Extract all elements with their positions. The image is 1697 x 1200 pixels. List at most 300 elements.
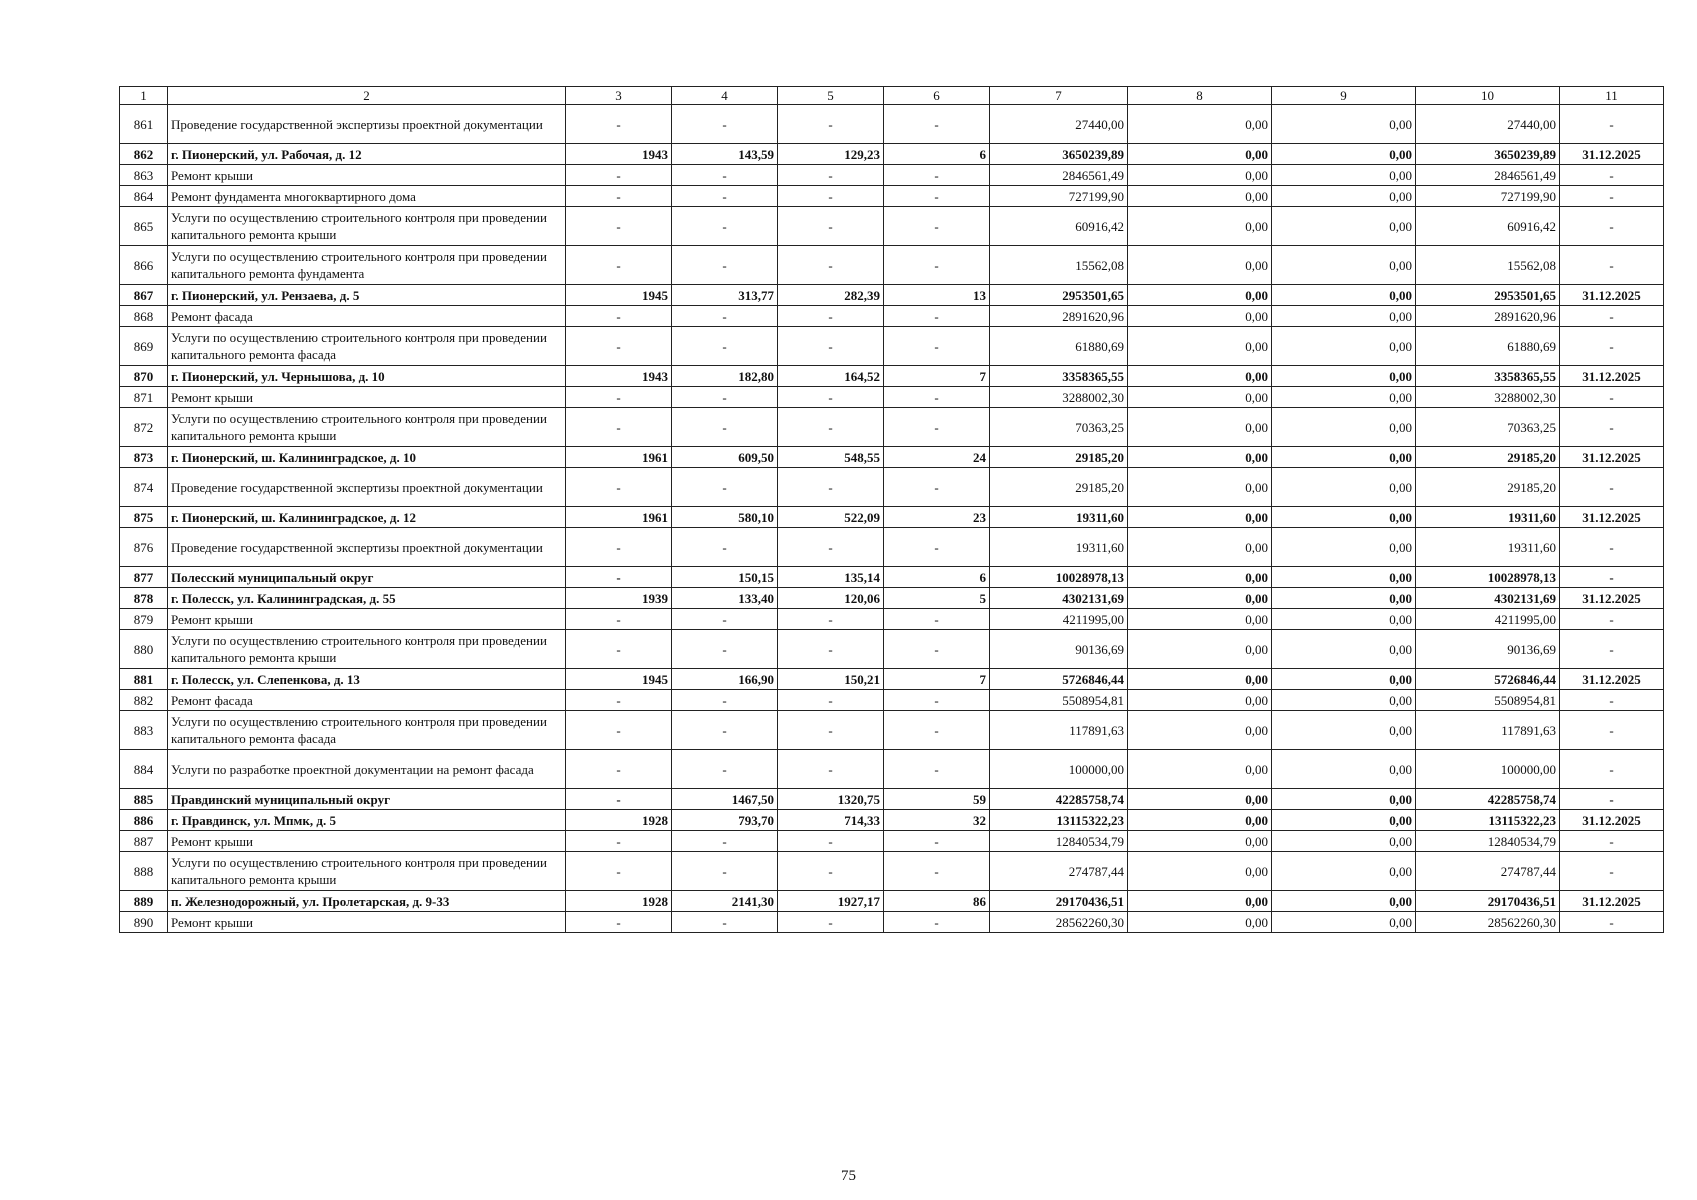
living-area-cell: - xyxy=(778,306,884,327)
row-name-cell: Ремонт фасада xyxy=(168,306,566,327)
fund-cost-cell: 0,00 xyxy=(1128,891,1272,912)
completion-date-cell: - xyxy=(1560,306,1664,327)
row-name-cell: Ремонт крыши xyxy=(168,609,566,630)
table-row xyxy=(120,105,1664,144)
total-cost-cell: 12840534,79 xyxy=(990,831,1128,852)
total-cost-cell: 4211995,00 xyxy=(990,609,1128,630)
fund-cost-cell: 0,00 xyxy=(1128,711,1272,750)
living-area-cell: - xyxy=(778,408,884,447)
total-cost-cell: 5508954,81 xyxy=(990,690,1128,711)
total-cost-cell: 29185,20 xyxy=(990,468,1128,507)
owners-cost-cell: 61880,69 xyxy=(1416,327,1560,366)
row-name-cell: Услуги по осуществлению строительного контроля при проведении капитального ремонта крыши xyxy=(168,207,566,246)
completion-date-cell: 31.12.2025 xyxy=(1560,366,1664,387)
table-row xyxy=(120,711,1664,750)
row-name-cell: Ремонт крыши xyxy=(168,912,566,933)
row-number-cell: 869 xyxy=(120,327,168,366)
row-number-cell: 879 xyxy=(120,609,168,630)
year-built-cell: - xyxy=(566,690,672,711)
residents-cell: - xyxy=(884,387,990,408)
owners-cost-cell: 29170436,51 xyxy=(1416,891,1560,912)
year-built-cell: - xyxy=(566,567,672,588)
fund-cost-cell: 0,00 xyxy=(1128,831,1272,852)
completion-date-cell: - xyxy=(1560,609,1664,630)
residents-cell: - xyxy=(884,468,990,507)
table-row xyxy=(120,165,1664,186)
fund-cost-cell: 0,00 xyxy=(1128,912,1272,933)
table-row xyxy=(120,789,1664,810)
row-number-cell: 868 xyxy=(120,306,168,327)
fund-cost-cell: 0,00 xyxy=(1128,447,1272,468)
fund-cost-cell: 0,00 xyxy=(1128,327,1272,366)
residents-cell: 7 xyxy=(884,669,990,690)
fund-cost-cell: 0,00 xyxy=(1128,528,1272,567)
residents-cell: - xyxy=(884,207,990,246)
total-area-cell: - xyxy=(672,468,778,507)
owners-cost-cell: 10028978,13 xyxy=(1416,567,1560,588)
table-row xyxy=(120,852,1664,891)
owners-cost-cell: 100000,00 xyxy=(1416,750,1560,789)
living-area-cell: - xyxy=(778,246,884,285)
row-number-cell: 875 xyxy=(120,507,168,528)
residents-cell: - xyxy=(884,852,990,891)
residents-cell: - xyxy=(884,912,990,933)
column-number-cell: 7 xyxy=(990,87,1128,105)
table-row xyxy=(120,690,1664,711)
owners-cost-cell: 5508954,81 xyxy=(1416,690,1560,711)
residents-cell: - xyxy=(884,186,990,207)
total-area-cell: - xyxy=(672,246,778,285)
table-row xyxy=(120,408,1664,447)
total-area-cell: 793,70 xyxy=(672,810,778,831)
residents-cell: 59 xyxy=(884,789,990,810)
living-area-cell: - xyxy=(778,852,884,891)
total-area-cell: 2141,30 xyxy=(672,891,778,912)
total-cost-cell: 70363,25 xyxy=(990,408,1128,447)
fund-cost-cell: 0,00 xyxy=(1128,588,1272,609)
living-area-cell: - xyxy=(778,690,884,711)
owners-cost-cell: 2953501,65 xyxy=(1416,285,1560,306)
living-area-cell: 282,39 xyxy=(778,285,884,306)
row-number-cell: 878 xyxy=(120,588,168,609)
column-number-cell: 8 xyxy=(1128,87,1272,105)
total-area-cell: - xyxy=(672,630,778,669)
residents-cell: - xyxy=(884,528,990,567)
table-row xyxy=(120,468,1664,507)
row-name-cell: Услуги по осуществлению строительного контроля при проведении капитального ремонта фундамента xyxy=(168,246,566,285)
living-area-cell: - xyxy=(778,327,884,366)
row-number-cell: 887 xyxy=(120,831,168,852)
total-cost-cell: 15562,08 xyxy=(990,246,1128,285)
table-row xyxy=(120,246,1664,285)
table-row xyxy=(120,750,1664,789)
total-area-cell: 143,59 xyxy=(672,144,778,165)
total-cost-cell: 4302131,69 xyxy=(990,588,1128,609)
living-area-cell: - xyxy=(778,165,884,186)
table-row xyxy=(120,207,1664,246)
living-area-cell: 714,33 xyxy=(778,810,884,831)
row-name-cell: Проведение государственной экспертизы проектной документации xyxy=(168,105,566,144)
total-area-cell: - xyxy=(672,609,778,630)
table-row xyxy=(120,528,1664,567)
residents-cell: - xyxy=(884,630,990,669)
budget-cost-cell: 0,00 xyxy=(1272,387,1416,408)
row-number-cell: 881 xyxy=(120,669,168,690)
row-name-cell: Полесский муниципальный округ xyxy=(168,567,566,588)
year-built-cell: - xyxy=(566,105,672,144)
fund-cost-cell: 0,00 xyxy=(1128,789,1272,810)
year-built-cell: - xyxy=(566,186,672,207)
row-number-cell: 871 xyxy=(120,387,168,408)
fund-cost-cell: 0,00 xyxy=(1128,810,1272,831)
fund-cost-cell: 0,00 xyxy=(1128,285,1272,306)
fund-cost-cell: 0,00 xyxy=(1128,246,1272,285)
completion-date-cell: - xyxy=(1560,852,1664,891)
row-number-cell: 870 xyxy=(120,366,168,387)
total-area-cell: 133,40 xyxy=(672,588,778,609)
row-name-cell: Ремонт крыши xyxy=(168,387,566,408)
completion-date-cell: - xyxy=(1560,327,1664,366)
total-area-cell: - xyxy=(672,852,778,891)
budget-cost-cell: 0,00 xyxy=(1272,810,1416,831)
completion-date-cell: - xyxy=(1560,831,1664,852)
total-cost-cell: 5726846,44 xyxy=(990,669,1128,690)
column-number-cell: 11 xyxy=(1560,87,1664,105)
living-area-cell: - xyxy=(778,468,884,507)
budget-cost-cell: 0,00 xyxy=(1272,468,1416,507)
total-area-cell: - xyxy=(672,207,778,246)
residents-cell: - xyxy=(884,105,990,144)
owners-cost-cell: 3288002,30 xyxy=(1416,387,1560,408)
fund-cost-cell: 0,00 xyxy=(1128,165,1272,186)
table-row xyxy=(120,306,1664,327)
living-area-cell: - xyxy=(778,912,884,933)
residents-cell: - xyxy=(884,306,990,327)
row-number-cell: 877 xyxy=(120,567,168,588)
year-built-cell: - xyxy=(566,750,672,789)
row-number-cell: 863 xyxy=(120,165,168,186)
year-built-cell: 1928 xyxy=(566,810,672,831)
row-name-cell: г. Пионерский, ул. Рензаева, д. 5 xyxy=(168,285,566,306)
total-cost-cell: 100000,00 xyxy=(990,750,1128,789)
residents-cell: 24 xyxy=(884,447,990,468)
completion-date-cell: 31.12.2025 xyxy=(1560,669,1664,690)
budget-cost-cell: 0,00 xyxy=(1272,588,1416,609)
owners-cost-cell: 70363,25 xyxy=(1416,408,1560,447)
row-number-cell: 883 xyxy=(120,711,168,750)
living-area-cell: - xyxy=(778,387,884,408)
budget-cost-cell: 0,00 xyxy=(1272,285,1416,306)
row-number-cell: 890 xyxy=(120,912,168,933)
total-area-cell: 580,10 xyxy=(672,507,778,528)
completion-date-cell: 31.12.2025 xyxy=(1560,810,1664,831)
living-area-cell: - xyxy=(778,105,884,144)
table-row xyxy=(120,891,1664,912)
column-number-cell: 5 xyxy=(778,87,884,105)
fund-cost-cell: 0,00 xyxy=(1128,387,1272,408)
table-row xyxy=(120,366,1664,387)
row-number-cell: 861 xyxy=(120,105,168,144)
completion-date-cell: 31.12.2025 xyxy=(1560,285,1664,306)
residents-cell: 6 xyxy=(884,567,990,588)
total-cost-cell: 274787,44 xyxy=(990,852,1128,891)
total-cost-cell: 2891620,96 xyxy=(990,306,1128,327)
row-name-cell: г. Пионерский, ул. Чернышова, д. 10 xyxy=(168,366,566,387)
total-cost-cell: 29185,20 xyxy=(990,447,1128,468)
completion-date-cell: - xyxy=(1560,528,1664,567)
completion-date-cell: 31.12.2025 xyxy=(1560,507,1664,528)
row-name-cell: г. Пионерский, ш. Калининградское, д. 10 xyxy=(168,447,566,468)
fund-cost-cell: 0,00 xyxy=(1128,567,1272,588)
living-area-cell: - xyxy=(778,207,884,246)
budget-cost-cell: 0,00 xyxy=(1272,669,1416,690)
fund-cost-cell: 0,00 xyxy=(1128,750,1272,789)
total-area-cell: - xyxy=(672,105,778,144)
total-area-cell: - xyxy=(672,408,778,447)
completion-date-cell: - xyxy=(1560,912,1664,933)
table-row xyxy=(120,327,1664,366)
owners-cost-cell: 5726846,44 xyxy=(1416,669,1560,690)
total-area-cell: 1467,50 xyxy=(672,789,778,810)
budget-cost-cell: 0,00 xyxy=(1272,690,1416,711)
row-name-cell: Проведение государственной экспертизы проектной документации xyxy=(168,468,566,507)
budget-cost-cell: 0,00 xyxy=(1272,711,1416,750)
row-name-cell: Правдинский муниципальный округ xyxy=(168,789,566,810)
living-area-cell: - xyxy=(778,831,884,852)
residents-cell: - xyxy=(884,246,990,285)
year-built-cell: 1961 xyxy=(566,507,672,528)
total-area-cell: 166,90 xyxy=(672,669,778,690)
row-name-cell: Ремонт крыши xyxy=(168,165,566,186)
year-built-cell: - xyxy=(566,852,672,891)
year-built-cell: - xyxy=(566,165,672,186)
completion-date-cell: 31.12.2025 xyxy=(1560,891,1664,912)
budget-cost-cell: 0,00 xyxy=(1272,408,1416,447)
residents-cell: 6 xyxy=(884,144,990,165)
budget-cost-cell: 0,00 xyxy=(1272,144,1416,165)
residents-cell: - xyxy=(884,690,990,711)
row-name-cell: Услуги по осуществлению строительного контроля при проведении капитального ремонта крыши xyxy=(168,852,566,891)
living-area-cell: 150,21 xyxy=(778,669,884,690)
table-row xyxy=(120,609,1664,630)
budget-cost-cell: 0,00 xyxy=(1272,912,1416,933)
table-row xyxy=(120,810,1664,831)
table-row xyxy=(120,912,1664,933)
row-name-cell: Проведение государственной экспертизы проектной документации xyxy=(168,528,566,567)
row-number-cell: 880 xyxy=(120,630,168,669)
living-area-cell: - xyxy=(778,528,884,567)
total-cost-cell: 3288002,30 xyxy=(990,387,1128,408)
year-built-cell: 1928 xyxy=(566,891,672,912)
completion-date-cell: - xyxy=(1560,567,1664,588)
total-area-cell: 313,77 xyxy=(672,285,778,306)
total-area-cell: - xyxy=(672,690,778,711)
budget-cost-cell: 0,00 xyxy=(1272,105,1416,144)
budget-cost-cell: 0,00 xyxy=(1272,186,1416,207)
fund-cost-cell: 0,00 xyxy=(1128,186,1272,207)
budget-cost-cell: 0,00 xyxy=(1272,306,1416,327)
total-area-cell: - xyxy=(672,711,778,750)
budget-cost-cell: 0,00 xyxy=(1272,831,1416,852)
fund-cost-cell: 0,00 xyxy=(1128,144,1272,165)
row-number-cell: 865 xyxy=(120,207,168,246)
living-area-cell: - xyxy=(778,630,884,669)
fund-cost-cell: 0,00 xyxy=(1128,306,1272,327)
owners-cost-cell: 90136,69 xyxy=(1416,630,1560,669)
budget-cost-cell: 0,00 xyxy=(1272,207,1416,246)
completion-date-cell: - xyxy=(1560,246,1664,285)
row-name-cell: г. Пионерский, ш. Калининградское, д. 12 xyxy=(168,507,566,528)
row-name-cell: г. Полесск, ул. Слепенкова, д. 13 xyxy=(168,669,566,690)
total-area-cell: - xyxy=(672,528,778,567)
total-area-cell: - xyxy=(672,750,778,789)
total-cost-cell: 2846561,49 xyxy=(990,165,1128,186)
total-cost-cell: 42285758,74 xyxy=(990,789,1128,810)
year-built-cell: 1961 xyxy=(566,447,672,468)
total-cost-cell: 10028978,13 xyxy=(990,567,1128,588)
total-cost-cell: 13115322,23 xyxy=(990,810,1128,831)
total-area-cell: - xyxy=(672,912,778,933)
living-area-cell: 548,55 xyxy=(778,447,884,468)
total-area-cell: 150,15 xyxy=(672,567,778,588)
completion-date-cell: - xyxy=(1560,630,1664,669)
row-name-cell: Услуги по осуществлению строительного контроля при проведении капитального ремонта фасада xyxy=(168,711,566,750)
completion-date-cell: 31.12.2025 xyxy=(1560,447,1664,468)
total-cost-cell: 61880,69 xyxy=(990,327,1128,366)
table-row xyxy=(120,588,1664,609)
row-name-cell: Услуги по разработке проектной документации на ремонт фасада xyxy=(168,750,566,789)
total-cost-cell: 27440,00 xyxy=(990,105,1128,144)
owners-cost-cell: 727199,90 xyxy=(1416,186,1560,207)
year-built-cell: 1943 xyxy=(566,366,672,387)
completion-date-cell: - xyxy=(1560,207,1664,246)
table-row xyxy=(120,186,1664,207)
row-name-cell: Услуги по осуществлению строительного контроля при проведении капитального ремонта фасада xyxy=(168,327,566,366)
year-built-cell: - xyxy=(566,789,672,810)
row-number-cell: 866 xyxy=(120,246,168,285)
year-built-cell: - xyxy=(566,306,672,327)
year-built-cell: - xyxy=(566,630,672,669)
budget-cost-cell: 0,00 xyxy=(1272,447,1416,468)
fund-cost-cell: 0,00 xyxy=(1128,366,1272,387)
completion-date-cell: 31.12.2025 xyxy=(1560,144,1664,165)
fund-cost-cell: 0,00 xyxy=(1128,408,1272,447)
column-number-cell: 3 xyxy=(566,87,672,105)
owners-cost-cell: 12840534,79 xyxy=(1416,831,1560,852)
table-row xyxy=(120,507,1664,528)
budget-cost-cell: 0,00 xyxy=(1272,789,1416,810)
completion-date-cell: - xyxy=(1560,468,1664,507)
owners-cost-cell: 29185,20 xyxy=(1416,468,1560,507)
year-built-cell: - xyxy=(566,468,672,507)
residents-cell: 5 xyxy=(884,588,990,609)
total-area-cell: 182,80 xyxy=(672,366,778,387)
table-row xyxy=(120,831,1664,852)
residents-cell: - xyxy=(884,609,990,630)
row-name-cell: Ремонт фундамента многоквартирного дома xyxy=(168,186,566,207)
completion-date-cell: - xyxy=(1560,165,1664,186)
table-row xyxy=(120,447,1664,468)
completion-date-cell: - xyxy=(1560,186,1664,207)
page-number: 75 xyxy=(841,1168,856,1184)
year-built-cell: - xyxy=(566,387,672,408)
living-area-cell: 1927,17 xyxy=(778,891,884,912)
year-built-cell: 1943 xyxy=(566,144,672,165)
completion-date-cell: - xyxy=(1560,750,1664,789)
living-area-cell: - xyxy=(778,609,884,630)
row-name-cell: п. Железнодорожный, ул. Пролетарская, д. 9-33 xyxy=(168,891,566,912)
residents-cell: - xyxy=(884,831,990,852)
total-area-cell: - xyxy=(672,387,778,408)
budget-cost-cell: 0,00 xyxy=(1272,327,1416,366)
column-number-cell: 2 xyxy=(168,87,566,105)
year-built-cell: - xyxy=(566,408,672,447)
budget-cost-cell: 0,00 xyxy=(1272,507,1416,528)
table-row xyxy=(120,387,1664,408)
row-number-cell: 874 xyxy=(120,468,168,507)
total-cost-cell: 2953501,65 xyxy=(990,285,1128,306)
completion-date-cell: - xyxy=(1560,690,1664,711)
column-number-cell: 9 xyxy=(1272,87,1416,105)
residents-cell: - xyxy=(884,327,990,366)
budget-cost-cell: 0,00 xyxy=(1272,630,1416,669)
total-area-cell: - xyxy=(672,186,778,207)
owners-cost-cell: 60916,42 xyxy=(1416,207,1560,246)
row-number-cell: 882 xyxy=(120,690,168,711)
owners-cost-cell: 117891,63 xyxy=(1416,711,1560,750)
row-name-cell: Услуги по осуществлению строительного контроля при проведении капитального ремонта крыши xyxy=(168,408,566,447)
residents-cell: - xyxy=(884,408,990,447)
row-number-cell: 889 xyxy=(120,891,168,912)
living-area-cell: 120,06 xyxy=(778,588,884,609)
budget-cost-cell: 0,00 xyxy=(1272,528,1416,567)
completion-date-cell: - xyxy=(1560,789,1664,810)
residents-cell: 13 xyxy=(884,285,990,306)
owners-cost-cell: 13115322,23 xyxy=(1416,810,1560,831)
total-cost-cell: 19311,60 xyxy=(990,528,1128,567)
completion-date-cell: - xyxy=(1560,711,1664,750)
budget-cost-cell: 0,00 xyxy=(1272,891,1416,912)
residents-cell: - xyxy=(884,711,990,750)
owners-cost-cell: 2891620,96 xyxy=(1416,306,1560,327)
row-number-cell: 888 xyxy=(120,852,168,891)
fund-cost-cell: 0,00 xyxy=(1128,468,1272,507)
column-number-cell: 1 xyxy=(120,87,168,105)
owners-cost-cell: 19311,60 xyxy=(1416,507,1560,528)
owners-cost-cell: 3358365,55 xyxy=(1416,366,1560,387)
owners-cost-cell: 28562260,30 xyxy=(1416,912,1560,933)
row-number-cell: 867 xyxy=(120,285,168,306)
owners-cost-cell: 4211995,00 xyxy=(1416,609,1560,630)
row-number-cell: 872 xyxy=(120,408,168,447)
fund-cost-cell: 0,00 xyxy=(1128,669,1272,690)
row-number-cell: 886 xyxy=(120,810,168,831)
owners-cost-cell: 29185,20 xyxy=(1416,447,1560,468)
register-table xyxy=(119,86,1664,933)
year-built-cell: - xyxy=(566,912,672,933)
budget-cost-cell: 0,00 xyxy=(1272,567,1416,588)
living-area-cell: - xyxy=(778,750,884,789)
owners-cost-cell: 2846561,49 xyxy=(1416,165,1560,186)
budget-cost-cell: 0,00 xyxy=(1272,852,1416,891)
living-area-cell: 129,23 xyxy=(778,144,884,165)
budget-cost-cell: 0,00 xyxy=(1272,609,1416,630)
budget-cost-cell: 0,00 xyxy=(1272,165,1416,186)
row-name-cell: г. Полесск, ул. Калининградская, д. 55 xyxy=(168,588,566,609)
row-number-cell: 864 xyxy=(120,186,168,207)
year-built-cell: - xyxy=(566,207,672,246)
total-area-cell: - xyxy=(672,831,778,852)
